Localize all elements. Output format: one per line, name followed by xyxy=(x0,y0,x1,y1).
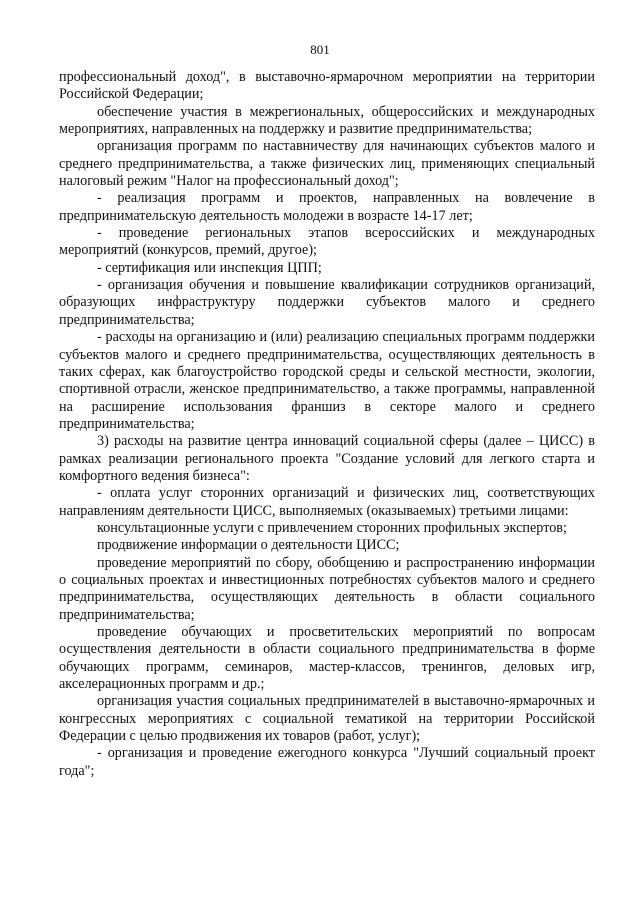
document-body xyxy=(59,69,595,780)
paragraph: организация участия социальных предпринимателей в выставочно-ярмарочных и конгрессных мероприятиях с социальной тематикой на территории Российской Федерации с целью продвижения их товаров (работ, услуг); xyxy=(59,693,595,745)
paragraph: организация программ по наставничеству для начинающих субъектов малого и среднего предпринимательства, а также физических лиц, применяющих специальный налоговый режим "Налог на профессиональный доход"; xyxy=(59,138,595,190)
paragraph: - расходы на организацию и (или) реализацию специальных программ поддержки субъектов малого и среднего предпринимательства, осуществляющих деятельность в таких сферах, как благоустройство городской среды и сельской местности, экологии, спортивной отрасли, женское предпринимательство, а также программы, направленной на расширение использования франшиз в секторе малого и среднего предпринимательства; xyxy=(59,329,595,432)
paragraph: проведение мероприятий по сбору, обобщению и распространению информации о социальных проектах и инвестиционных потребностях субъектов малого и среднего предпринимательства, осуществляющих деятельность в области социального предпринимательства; xyxy=(59,554,595,623)
paragraph: - сертификация или инспекция ЦПП; xyxy=(97,259,322,276)
paragraph: - организация обучения и повышение квалификации сотрудников организаций, образующих инфраструктуру поддержки субъектов малого и среднего предпринимательства; xyxy=(59,277,595,328)
paragraph: профессиональный доход", в выставочно-ярмарочном мероприятии на территории Российской Федерации; xyxy=(59,69,595,103)
paragraph: 3) расходы на развитие центра инноваций социальной сферы (далее – ЦИСС) в рамках реализации регионального проекта "Создание условий для легкого старта и комфортного ведения бизнеса": xyxy=(59,433,595,484)
paragraph: - организация и проведение ежегодного конкурса "Лучший социальный проект года"; xyxy=(59,745,595,779)
page-number: 801 xyxy=(310,42,330,57)
paragraph: - проведение региональных этапов всероссийских и международных мероприятий (конкурсов, премий, другое); xyxy=(59,225,595,259)
paragraph: консультационные услуги с привлечением сторонних профильных экспертов; xyxy=(97,519,567,536)
paragraph: - реализация программ и проектов, направленных на вовлечение в предпринимательскую деятельность молодежи в возрасте 14-17 лет; xyxy=(59,190,595,224)
paragraph: продвижение информации о деятельности ЦИСС; xyxy=(97,537,400,554)
paragraph: - оплата услуг сторонних организаций и физических лиц, соответствующих направлениям деятельности ЦИСС, выполняемых (оказываемых) третьими лицами: xyxy=(59,485,595,519)
paragraph: проведение обучающих и просветительских мероприятий по вопросам осуществления деятельности в области социального предпринимательства в форме обучающих программ, семинаров, мастер-классов, тренингов, деловых игр, акселерационных программ и др.; xyxy=(59,624,595,693)
paragraph: обеспечение участия в межрегиональных, общероссийских и международных мероприятиях, направленных на поддержку и развитие предпринимательства; xyxy=(59,103,595,138)
